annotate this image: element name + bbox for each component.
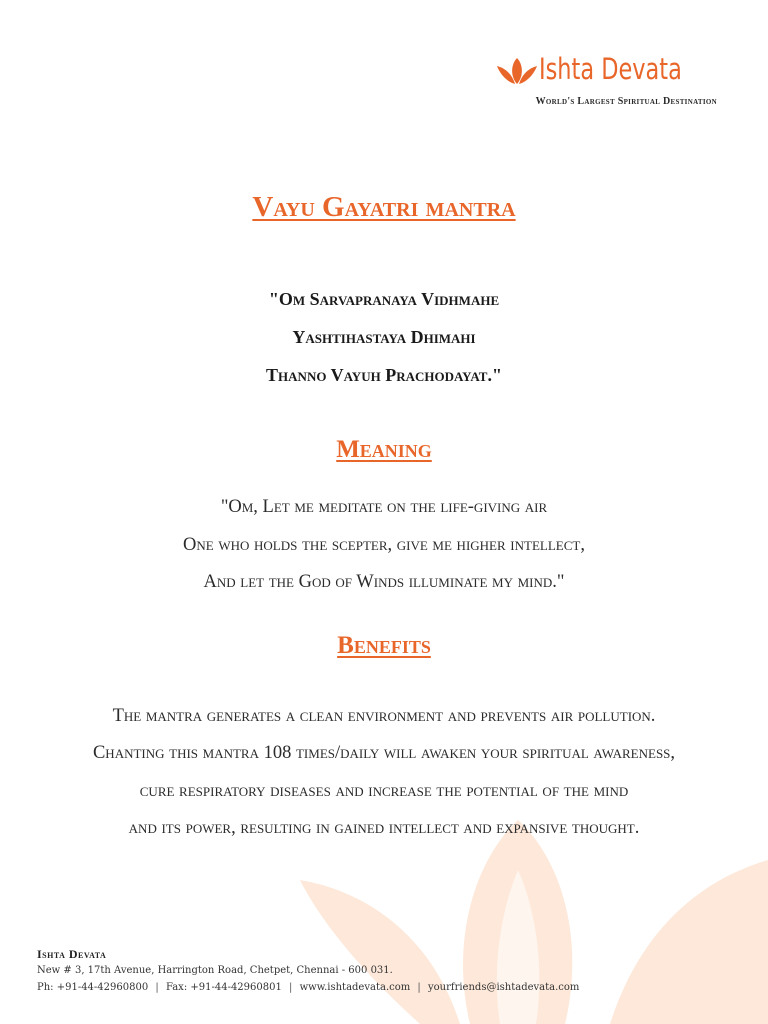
brand-logo[interactable] bbox=[495, 52, 725, 112]
page-footer bbox=[37, 947, 737, 999]
benefits-line: and its power, resulting in gained intellect and expansive thought. bbox=[128, 818, 640, 838]
footer-separator: | bbox=[289, 982, 293, 993]
footer-separator: | bbox=[155, 982, 159, 993]
lotus-icon bbox=[495, 56, 539, 86]
benefits-heading: Benefits bbox=[337, 632, 431, 659]
footer-contacts bbox=[37, 982, 737, 999]
footer-phone: Ph: +91-44-42960800 bbox=[37, 982, 149, 993]
benefits-line: Chanting this mantra 108 times/daily will awaken your spiritual awareness, bbox=[92, 743, 676, 763]
footer-company-name: Ishta Devata bbox=[37, 947, 107, 961]
benefits-line: cure respiratory diseases and increase the potential of the mind bbox=[139, 781, 629, 801]
brand-name: Ishta Devata bbox=[539, 52, 682, 86]
footer-address: New # 3, 17th Avenue, Harrington Road, Chetpet, Chennai - 600 031. bbox=[37, 965, 393, 976]
footer-separator: | bbox=[417, 982, 421, 993]
mantra-line: Thanno Vayuh Prachodayat." bbox=[266, 365, 502, 385]
meaning-line: One who holds the scepter, give me higher intellect, bbox=[183, 535, 585, 555]
mantra-line: Yashtihastaya Dhimahi bbox=[292, 327, 476, 347]
footer-fax: Fax: +91-44-42960801 bbox=[165, 982, 282, 993]
meaning-line: And let the God of Winds illuminate my mind." bbox=[203, 572, 565, 592]
footer-email-link[interactable]: yourfriends@ishtadevata.com bbox=[427, 982, 580, 993]
mantra-line: "Om Sarvapranaya Vidhmahe bbox=[268, 289, 500, 309]
meaning-heading: Meaning bbox=[336, 436, 432, 463]
footer-website-link[interactable]: www.ishtadevata.com bbox=[299, 982, 411, 993]
benefits-line: The mantra generates a clean environment and prevents air pollution. bbox=[112, 706, 656, 726]
brand-tagline: World's Largest Spiritual Destination bbox=[535, 96, 717, 107]
meaning-line: "Om, Let me meditate on the life-giving air bbox=[220, 497, 548, 517]
page-title: Vayu Gayatri mantra bbox=[252, 191, 516, 223]
